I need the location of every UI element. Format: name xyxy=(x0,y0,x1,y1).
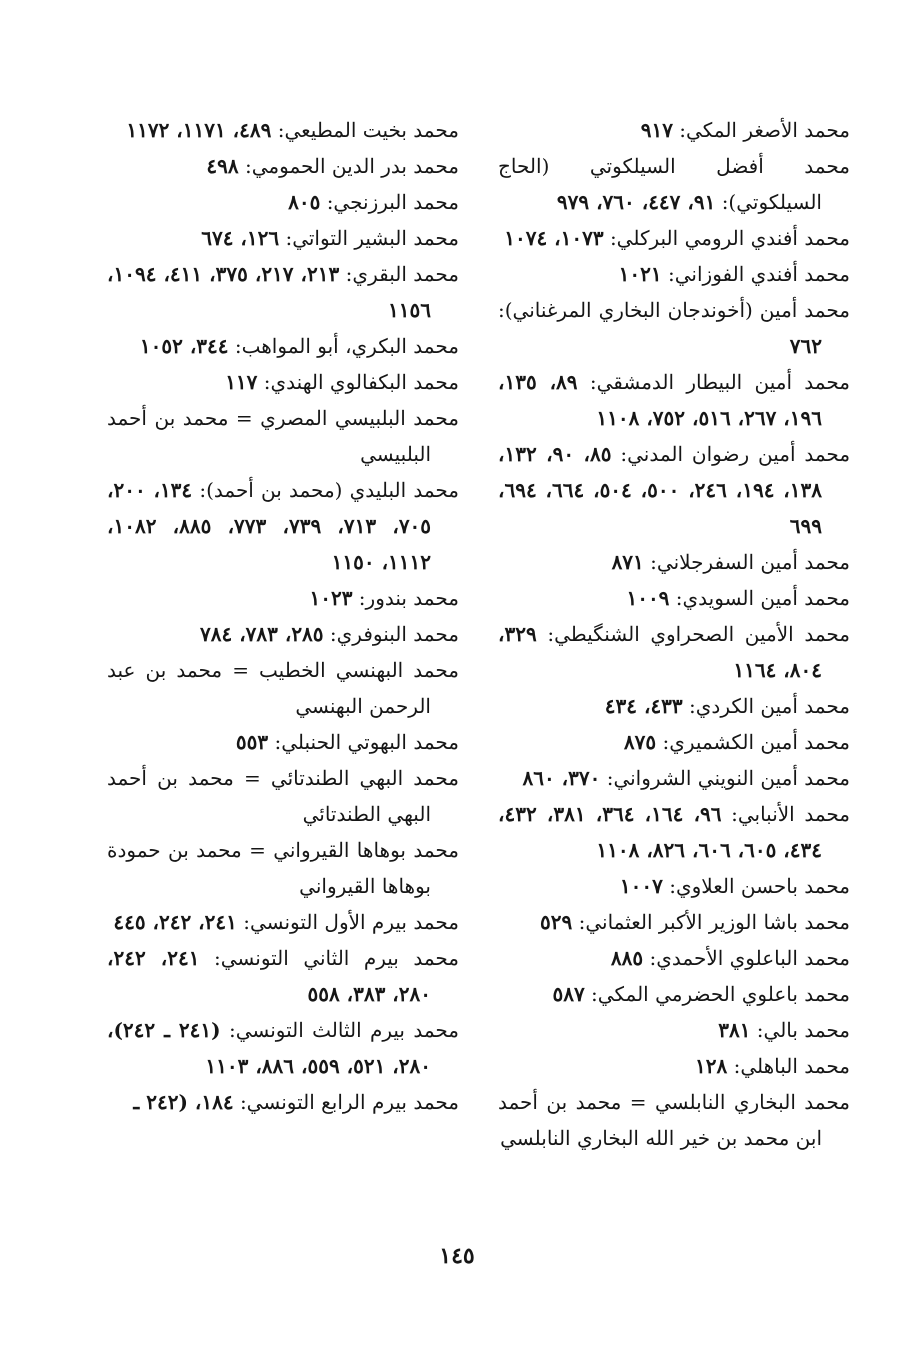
index-entry xyxy=(107,328,459,364)
index-column-left xyxy=(107,112,459,1120)
index-entry xyxy=(107,760,459,832)
index-entry xyxy=(498,724,850,760)
index-entry xyxy=(498,1048,850,1084)
index-entry-pages: ١٨٤، (٢٤٢ ـ xyxy=(133,1090,234,1114)
index-entry xyxy=(498,904,850,940)
index-entry xyxy=(107,184,459,220)
index-entry-pages: ٩٦، ١٦٤، ٣٦٤، ٣٨١، ٤٣٢، ٤٣٤، ٦٠٥، ٦٠٦، ٨٢٦، ١١٠٨ xyxy=(498,802,822,862)
index-entry-name: محمد بيرم الرابع التونسي: xyxy=(239,1090,459,1114)
index-entry-pages: ٨٧١ xyxy=(611,550,644,574)
index-entry-name: محمد البكري، أبو المواهب: xyxy=(234,334,459,358)
index-entry-name: محمد باعلوي الحضرمي المكي: xyxy=(591,982,850,1006)
index-entry xyxy=(498,148,850,220)
index-entry-name: محمد الباهلي: xyxy=(733,1054,850,1078)
index-entry-name: محمد أمين البيطار الدمشقي: xyxy=(589,370,850,394)
index-entry-pages: ٨٥، ٩٠، ١٣٢، ١٣٨، ١٩٤، ٢٤٦، ٥٠٠، ٥٠٤، ٦٦٤، ٦٩٤، ٦٩٩ xyxy=(498,442,822,538)
index-entry-name: محمد أمين السويدي: xyxy=(675,586,850,610)
index-entry-pages: ٢٤١، ٢٤٢، ٢٨٠، ٣٨٣، ٥٥٨ xyxy=(107,946,431,1006)
index-entry-pages: ١٠٠٧ xyxy=(619,874,663,898)
index-entry-pages: ٥٢٩ xyxy=(540,910,573,934)
index-entry xyxy=(107,616,459,652)
index-entry xyxy=(107,904,459,940)
index-entry xyxy=(498,256,850,292)
index-entry-name: محمد البليدي (محمد بن أحمد): xyxy=(199,478,459,502)
index-entry xyxy=(498,220,850,256)
index-entry xyxy=(498,1084,850,1156)
index-entry-name: محمد باشا الوزير الأكبر العثماني: xyxy=(578,910,850,934)
index-entry-pages: ٩١٧ xyxy=(640,118,673,142)
index-entry xyxy=(107,724,459,760)
index-entry-name: محمد أفندي الفوزاني: xyxy=(668,262,850,286)
index-entry-pages: ١٠٧٣، ١٠٧٤ xyxy=(504,226,604,250)
index-entry-name: محمد أفندي الرومي البركلي: xyxy=(609,226,850,250)
index-entry-name: محمد بندور: xyxy=(358,586,459,610)
index-entry xyxy=(107,472,459,580)
index-entry xyxy=(107,940,459,1012)
index-entry xyxy=(498,688,850,724)
index-entry xyxy=(498,976,850,1012)
index-entry-pages: ١٣٤، ٢٠٠، ٧٠٥، ٧١٣، ٧٣٩، ٧٧٣، ٨٨٥، ١٠٨٢، ١١١٢، ١١٥٠ xyxy=(107,478,432,574)
index-entry xyxy=(107,364,459,400)
index-entry-pages: ١٢٨ xyxy=(695,1054,728,1078)
index-entry-name: محمد بوهاها القيرواني = محمد بن حمودة بوهاها القيرواني xyxy=(107,838,459,898)
index-entry-name: محمد الأنبابي: xyxy=(731,802,851,826)
index-entry xyxy=(498,112,850,148)
index-entry-name: محمد البهي الطندتائي = محمد بن أحمد البهي الطندتائي xyxy=(107,766,459,826)
index-entry-name: محمد البخاري النابلسي = محمد بن أحمد ابن محمد بن خير الله البخاري النابلسي xyxy=(498,1090,850,1150)
index-entry-name: محمد أمين الكشميري: xyxy=(662,730,850,754)
index-entry-pages: ٥٥٣ xyxy=(235,730,269,754)
index-entry xyxy=(498,616,850,688)
index-entry-name: محمد البهوتي الحنبلي: xyxy=(274,730,459,754)
index-entry-name: محمد البهنسي الخطيب = محمد بن عبد الرحمن البهنسي xyxy=(107,658,459,718)
index-entry xyxy=(498,580,850,616)
index-entry-pages: ٥٨٧ xyxy=(552,982,585,1006)
index-entry-name: محمد الأصغر المكي: xyxy=(679,118,850,142)
index-entry-name: محمد الأمين الصحراوي الشنگيطي: xyxy=(547,622,851,646)
index-entry-name: محمد بدر الدين الحمومي: xyxy=(245,154,459,178)
index-entry-name: محمد أفضل السيلكوتي (الحاج السيلكوتي): xyxy=(498,154,850,214)
index-entry-name: محمد البقري: xyxy=(345,262,459,286)
index-entry-pages: ٣٢٩، ٨٠٤، ١١٦٤ xyxy=(498,622,822,682)
index-entry-pages: ٨٨٥ xyxy=(610,946,644,970)
index-entry xyxy=(498,760,850,796)
index-entry-pages: ٤٣٣، ٤٣٤ xyxy=(604,694,683,718)
index-entry xyxy=(498,364,850,436)
index-entry-name: محمد أمين رضوان المدني: xyxy=(620,442,851,466)
index-entry-pages: ٤٩٨ xyxy=(206,154,239,178)
index-entry xyxy=(498,868,850,904)
index-entry-name: محمد البنوفري: xyxy=(329,622,459,646)
page-number: ١٤٥ xyxy=(439,1243,475,1269)
index-entry xyxy=(107,1084,459,1120)
index-entry xyxy=(107,580,459,616)
index-entry xyxy=(107,652,459,724)
index-entry-name: محمد بالي: xyxy=(756,1018,850,1042)
index-entry xyxy=(107,1012,459,1084)
index-entry-pages: ٨٠٥ xyxy=(288,190,321,214)
index-entry-pages: (٢٤١ ـ ٢٤٢)، ٢٨٠، ٥٢١، ٥٥٩، ٨٨٦، ١١٠٣ xyxy=(107,1018,431,1078)
index-entry-pages: ٩١، ٤٤٧، ٧٦٠، ٩٧٩ xyxy=(556,190,716,214)
index-entry xyxy=(107,400,459,472)
index-entry-pages: ٧٦٢ xyxy=(789,334,822,358)
index-entry-pages: ١٠٢١ xyxy=(618,262,662,286)
index-entry-name: محمد بيرم الثاني التونسي: xyxy=(214,946,460,970)
index-entry-name: محمد أمين النويني الشرواني: xyxy=(606,766,850,790)
index-entry-name: محمد باحسن العلاوي: xyxy=(669,874,850,898)
index-entry-pages: ٣٨١ xyxy=(718,1018,751,1042)
index-entry-name: محمد البلبيسي المصري = محمد بن أحمد البلبيسي xyxy=(107,406,459,466)
index-entry-name: محمد بيرم الأول التونسي: xyxy=(243,910,459,934)
index-entry xyxy=(107,256,459,328)
index-entry-name: محمد البشير التواتي: xyxy=(285,226,459,250)
index-entry xyxy=(498,436,850,544)
index-entry-name: محمد بخيت المطيعي: xyxy=(277,118,459,142)
index-entry xyxy=(498,940,850,976)
index-entry-name: محمد أمين (أخوندجان البخاري المرغناني): xyxy=(498,298,850,322)
index-entry xyxy=(107,112,459,148)
index-entry-pages: ٣٧٠، ٨٦٠ xyxy=(522,766,601,790)
index-entry-pages: ١١٧ xyxy=(225,370,258,394)
index-entry xyxy=(107,148,459,184)
index-entry-pages: ٢٤١، ٢٤٢، ٤٤٥ xyxy=(113,910,237,934)
index-entry-pages: ٢١٣، ٢١٧، ٣٧٥، ٤١١، ١٠٩٤، ١١٥٦ xyxy=(107,262,431,322)
index-entry-name: محمد الباعلوي الأحمدي: xyxy=(649,946,850,970)
index-entry-pages: ١٢٦، ٦٧٤ xyxy=(201,226,280,250)
index-entry-pages: ٣٤٤، ١٠٥٢ xyxy=(139,334,229,358)
index-entry xyxy=(498,292,850,364)
index-entry xyxy=(498,1012,850,1048)
index-entry-pages: ٨٩، ١٣٥، ١٩٦، ٢٦٧، ٥١٦، ٧٥٢، ١١٠٨ xyxy=(498,370,822,430)
index-entry xyxy=(498,796,850,868)
index-entry-name: محمد بيرم الثالث التونسي: xyxy=(228,1018,460,1042)
index-entry-pages: ١٠٠٩ xyxy=(626,586,670,610)
index-entry-name: محمد أمين السفرجلاني: xyxy=(650,550,850,574)
index-entry xyxy=(107,832,459,904)
index-column-right xyxy=(498,112,850,1156)
index-entry-name: محمد أمين الكردي: xyxy=(689,694,850,718)
index-entry-pages: ١٠٢٣ xyxy=(309,586,353,610)
index-entry-pages: ٢٨٥، ٧٨٣، ٧٨٤ xyxy=(200,622,324,646)
index-entry xyxy=(498,544,850,580)
index-entry-name: محمد البرزنجي: xyxy=(326,190,459,214)
index-entry-name: محمد البكفالوي الهندي: xyxy=(263,370,459,394)
index-entry-pages: ٤٨٩، ١١٧١، ١١٧٢ xyxy=(126,118,272,142)
index-entry-pages: ٨٧٥ xyxy=(623,730,657,754)
index-entry xyxy=(107,220,459,256)
